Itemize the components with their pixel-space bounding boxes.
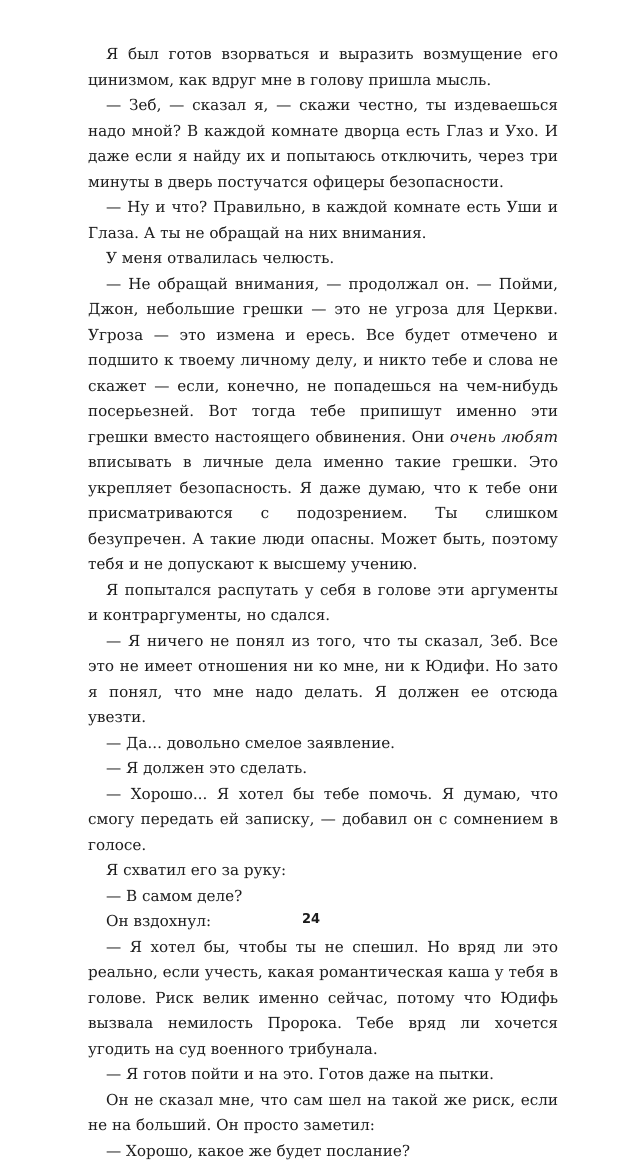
paragraph: — В самом деле? bbox=[88, 884, 558, 910]
paragraph: Я схватил его за руку: bbox=[88, 858, 558, 884]
book-page-text bbox=[88, 42, 558, 1164]
paragraph-text: — Не обращай внимания, — продолжал он. — Пойми, Джон, небольшие грешки — это не угроза для Церкви. Угроза — это измена и ересь. Все будет отмечено и подшито к твоему личному делу, и никто тебе и слова не скажет — если, конечно, не попадешься на чем-нибудь посерьезней. Вот тогда тебе припишут именно эти грешки вместо настоящего обвинения. Они bbox=[88, 275, 558, 446]
paragraph: — Я должен это сделать. bbox=[88, 756, 558, 782]
paragraph: Я был готов взорваться и выразить возмущение его цинизмом, как вдруг мне в голову пришла мысль. bbox=[88, 42, 558, 93]
paragraph bbox=[88, 272, 558, 578]
emphasized-text: очень любят bbox=[450, 428, 558, 446]
paragraph: — Зеб, — сказал я, — скажи честно, ты издеваешься надо мной? В каждой комнате дворца есть Глаз и Ухо. И даже если я найду их и попытаюсь отключить, через три минуты в дверь постучатся офицеры безопасности. bbox=[88, 93, 558, 195]
paragraph: — Ну и что? Правильно, в каждой комнате есть Уши и Глаза. А ты не обращай на них внимания. bbox=[88, 195, 558, 246]
paragraph: — Я хотел бы, чтобы ты не спешил. Но вряд ли это реально, если учесть, какая романтическая каша у тебя в голове. Риск велик именно сейчас, потому что Юдифь вызвала немилость Пророка. Тебе вряд ли хочется угодить на суд военного трибунала. bbox=[88, 935, 558, 1063]
page-number: 24 bbox=[0, 912, 622, 927]
paragraph: — Я ничего не понял из того, что ты сказал, Зеб. Все это не имеет отношения ни ко мне, ни к Юдифи. Но зато я понял, что мне надо делать. Я должен ее отсюда увезти. bbox=[88, 629, 558, 731]
paragraph: — Я готов пойти и на это. Готов даже на пытки. bbox=[88, 1062, 558, 1088]
paragraph: — Хорошо... Я хотел бы тебе помочь. Я думаю, что смогу передать ей записку, — добавил он с сомнением в голосе. bbox=[88, 782, 558, 859]
paragraph-text: вписывать в личные дела именно такие грешки. Это укрепляет безопасность. Я даже думаю, что к тебе они присматриваются с подозрением. Ты слишком безупречен. А такие люди опасны. Может быть, поэтому тебя и не допускают к высшему учению. bbox=[88, 453, 558, 573]
paragraph: У меня отвалилась челюсть. bbox=[88, 246, 558, 272]
paragraph: — Хорошо, какое же будет послание? bbox=[88, 1139, 558, 1164]
paragraph: — Да... довольно смелое заявление. bbox=[88, 731, 558, 757]
paragraph: Он не сказал мне, что сам шел на такой же риск, если не на больший. Он просто заметил: bbox=[88, 1088, 558, 1139]
paragraph: Я попытался распутать у себя в голове эти аргументы и контраргументы, но сдался. bbox=[88, 578, 558, 629]
paragraph: Он вздохнул: bbox=[88, 909, 558, 935]
